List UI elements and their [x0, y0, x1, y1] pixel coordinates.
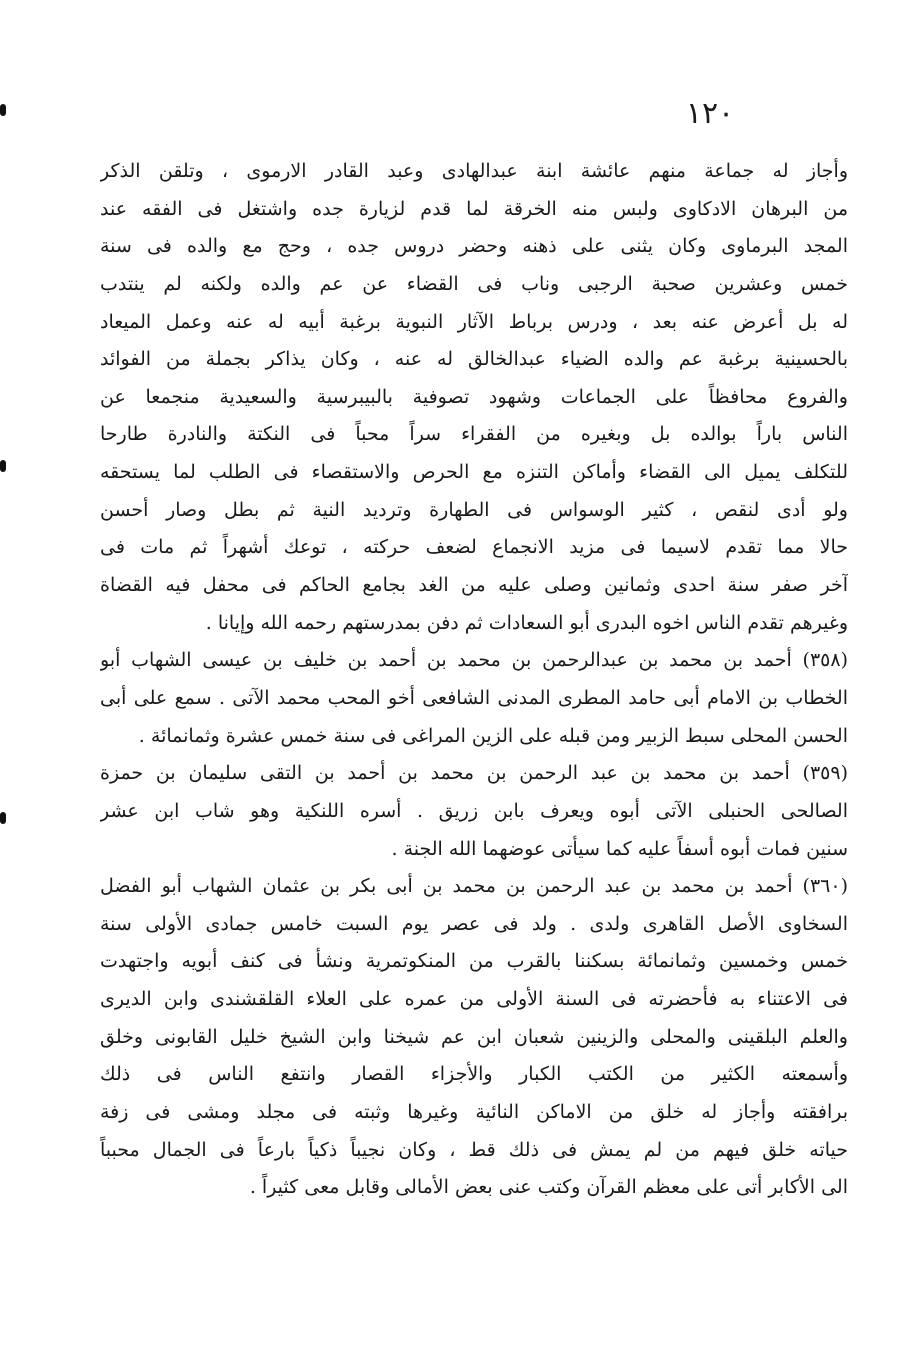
entry-358-line: الخطاب بن الامام أبى حامد المطرى المدنى الشافعى أخو المحب محمد الآتى . سمع على أبى: [100, 686, 848, 709]
margin-dot-mark: [0, 812, 6, 824]
entry-358-line: (٣٥٨) أحمد بن محمد بن عبدالرحمن بن محمد بن أحمد بن خليف بن عيسى الشهاب أبو: [100, 649, 848, 672]
text-line: والفروع محافظاً على الجماعات وشهود تصوفية بالبيبرسية والسعيدية منجمعا عن: [100, 385, 848, 408]
entry-360-line: (٣٦٠) أحمد بن محمد بن عبد الرحمن بن محمد بن أبى بكر بن عثمان الشهاب أبو الفضل: [100, 875, 848, 898]
text-line: من البرهان الادكاوى ولبس منه الخرقة لما قدم لزيارة جده واشتغل فى الفقه عند: [100, 197, 848, 220]
entry-360-line: السخاوى الأصل القاهرى ولدى . ولد فى عصر يوم السبت خامس جمادى الأولى سنة: [100, 912, 848, 935]
entry-360-line: خمس وخمسين وثمانمائة بسكننا بالقرب من المنكوتمرية ونشأ فى كنف أبويه واجتهدت: [100, 950, 848, 973]
text-line: بالحسينية برغبة عم والده الضياء عبدالخالق له عنه ، وكان يذاكر بجملة من الفوائد: [100, 348, 848, 371]
text-line: ولو أدى لنقص ، كثير الوسواس فى الطهارة وترديد النية ثم بطل وصار أحسن: [100, 498, 848, 521]
text-line: حالا مما تقدم لاسيما فى مزيد الانجماع لضعف حركته ، توعك أشهراً ثم مات فى: [100, 536, 848, 559]
text-line: وغيرهم تقدم الناس اخوه البدرى أبو السعادات ثم دفن بمدرستهم رحمه الله وإيانا .: [205, 611, 848, 634]
text-line: آخر صفر سنة احدى وثمانين وصلى عليه من الغد بجامع الحاكم فى محفل فيه القضاة: [100, 574, 848, 597]
text-line: وأجاز له جماعة منهم عائشة ابنة عبدالهادى وعبد القادر الارموى ، وتلقن الذكر: [100, 160, 848, 182]
body-text: [100, 153, 848, 1207]
entry-359-line: سنين فمات أبوه أسفاً عليه كما سيأتى عوضهما الله الجنة .: [391, 837, 848, 860]
entry-358-line: الحسن المحلى سبط الزبير ومن قبله على الزين المراغى فى سنة خمس عشرة وثمانمائة .: [138, 724, 848, 747]
text-line: المجد البرماوى وكان يثنى على ذهنه وحضر دروس جده ، وحج مع والده فى سنة: [100, 235, 848, 258]
page-number: ١٢٠: [685, 96, 735, 131]
margin-dot-mark: [0, 460, 6, 472]
entry-360-line: وأسمعته الكثير من الكتب الكبار والأجزاء القصار وانتفع الناس فى ذلك: [100, 1063, 848, 1086]
entry-360-line: الى الأكابر أتى على معظم القرآن وكتب عنى بعض الأمالى وقابل معى كثيراً .: [249, 1176, 848, 1199]
text-line: الناس باراً بوالده بل وبغيره من الفقراء سراً محباً فى النكتة والنادرة طارحا: [100, 423, 848, 446]
text-line: له بل أعرض عنه بعد ، ودرس برباط الآثار النبوية برغبة أبيه له عنه وعمل الميعاد: [100, 310, 848, 333]
entry-359-line: (٣٥٩) أحمد بن محمد بن عبد الرحمن بن محمد بن أحمد بن التقى سليمان بن حمزة: [100, 762, 848, 785]
entry-360-line: والعلم البلقينى والمحلى والزينين شعبان ابن عم شيخنا وابن الشيخ خليل القابونى وخلق: [100, 1025, 848, 1048]
entry-360-line: حياته خلق فيهم من لم يمش فى ذلك قط ، وكان نجيباً ذكياً بارعاً فى الجمال محبباً: [100, 1138, 848, 1161]
text-line: خمس وعشرين صحبة الرجبى وناب فى القضاء عن عم والده ولكنه لم ينتدب: [100, 272, 848, 295]
entry-360-line: فى الاعتناء به فأحضرته فى السنة الأولى من عمره على العلاء القلقشندى وابن الديرى: [100, 988, 848, 1011]
text-line: للتكلف يميل الى القضاء وأماكن التنزه مع الحرص والاستقصاء فى الطلب لما يستحقه: [100, 461, 848, 484]
margin-dot-mark: [0, 104, 6, 116]
entry-360-line: برافقته وأجاز له خلق من الاماكن النائية وغيرها وثبته فى مجلد ومشى فى زفة: [100, 1101, 848, 1124]
entry-359-line: الصالحى الحنبلى الآتى أبوه ويعرف بابن زريق . أسره اللنكية وهو شاب ابن عشر: [100, 799, 848, 822]
